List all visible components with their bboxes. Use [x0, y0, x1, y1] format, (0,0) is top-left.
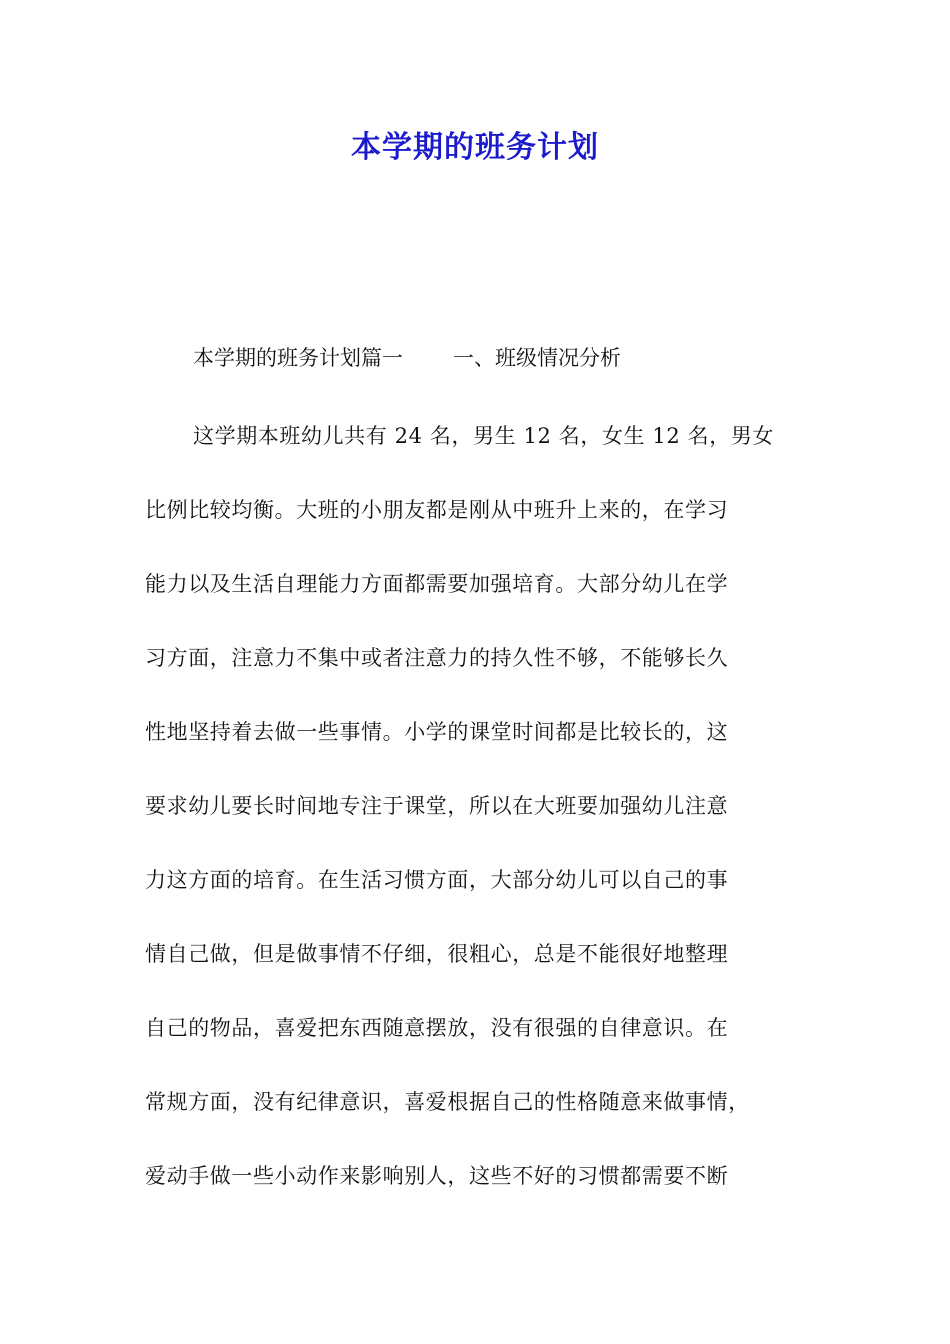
paragraph-line-1: 这学期本班幼儿共有 24 名，男生 12 名，女生 12 名，男女: [193, 424, 775, 448]
document-title: 本学期的班务计划: [351, 130, 599, 165]
paragraph-line-7: 力这方面的培育。在生活习惯方面，大部分幼儿可以自己的事: [145, 868, 729, 892]
paragraph-line-3: 能力以及生活自理能力方面都需要加强培育。大部分幼儿在学: [145, 572, 729, 596]
paragraph-line-2: 比例比较均衡。大班的小朋友都是刚从中班升上来的，在学习: [145, 498, 729, 522]
paragraph-line-9: 自己的物品，喜爱把东西随意摆放，没有很强的自律意识。在: [145, 1016, 729, 1040]
paragraph-line-11: 爱动手做一些小动作来影响别人，这些不好的习惯都需要不断: [145, 1164, 729, 1188]
paragraph-line-6: 要求幼儿要长时间地专注于课堂，所以在大班要加强幼儿注意: [145, 794, 729, 818]
paragraph-line-8: 情自己做，但是做事情不仔细，很粗心，总是不能很好地整理: [145, 942, 729, 966]
paragraph-line-5: 性地坚持着去做一些事情。小学的课堂时间都是比较长的，这: [145, 720, 729, 744]
paragraph-line-10: 常规方面，没有纪律意识，喜爱根据自己的性格随意来做事情，: [145, 1090, 750, 1114]
paragraph-line-4: 习方面，注意力不集中或者注意力的持久性不够，不能够长久: [145, 646, 729, 670]
section-heading-part2: 一、班级情况分析: [453, 346, 621, 370]
section-heading: [193, 342, 621, 374]
section-heading-part1: 本学期的班务计划篇一: [193, 346, 403, 370]
